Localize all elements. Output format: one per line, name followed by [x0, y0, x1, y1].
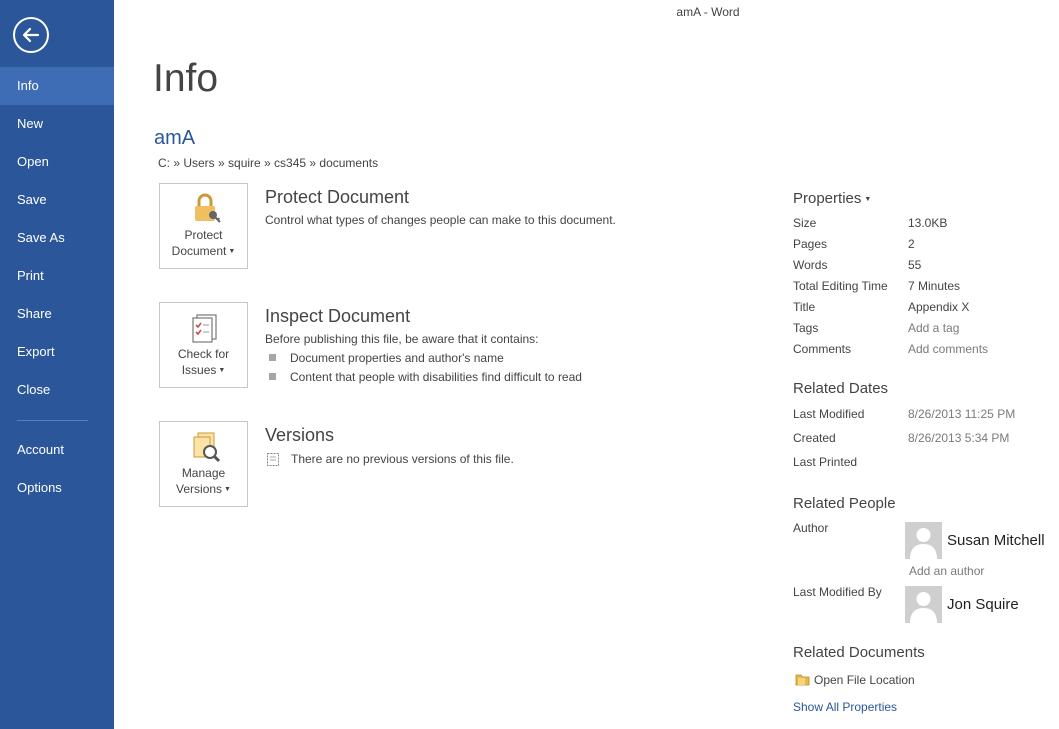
inspect-item: Content that people with disabilities find difficult to read — [290, 370, 582, 384]
nav-open[interactable]: Open — [17, 154, 49, 169]
size-label: Size — [793, 216, 817, 230]
pages-value: 2 — [908, 237, 915, 251]
dropdown-caret-icon: ▼ — [224, 485, 231, 493]
author-label: Author — [793, 521, 829, 535]
nav-save-as[interactable]: Save As — [17, 230, 65, 245]
created-label: Created — [793, 431, 836, 445]
page-title: Info — [153, 57, 219, 100]
comments-label: Comments — [793, 342, 852, 356]
bullet-icon — [269, 354, 276, 361]
window-title: amA - Word — [676, 5, 740, 19]
nav-info[interactable]: Info — [0, 67, 114, 105]
protect-document-desc: Control what types of changes people can make to this document. — [265, 213, 616, 227]
versions-desc: There are no previous versions of this file. — [291, 452, 514, 466]
dropdown-caret-icon: ▼ — [228, 247, 236, 255]
bullet-icon — [269, 373, 276, 380]
check-for-issues-label: Check for Issues ▼ — [177, 347, 230, 377]
document-path: C: » Users » squire » cs345 » documents — [158, 156, 379, 170]
back-arrow-icon — [21, 25, 41, 45]
modified-by-name[interactable]: Jon Squire — [947, 596, 1019, 613]
inspect-item: Document properties and author's name — [290, 351, 504, 365]
show-all-properties-link[interactable]: Show All Properties — [793, 700, 898, 714]
related-documents-header: Related Documents — [793, 644, 925, 661]
modified-by-avatar[interactable] — [905, 586, 942, 623]
open-file-location-link[interactable]: Open File Location — [795, 672, 925, 690]
document-name: amA — [154, 127, 196, 149]
nav-export[interactable]: Export — [17, 344, 55, 359]
document-version-icon — [266, 452, 281, 467]
dropdown-caret-icon: ▼ — [864, 195, 872, 203]
nav-share[interactable]: Share — [17, 306, 52, 321]
nav-options[interactable]: Options — [17, 480, 62, 495]
words-value: 55 — [908, 258, 922, 272]
folder-icon — [795, 672, 810, 687]
size-value: 13.0KB — [908, 216, 948, 230]
title-field[interactable]: Appendix X — [908, 300, 970, 314]
lock-key-icon — [188, 192, 222, 226]
related-dates-header: Related Dates — [793, 380, 889, 397]
author-name[interactable]: Susan Mitchell — [947, 532, 1045, 549]
tags-label: Tags — [793, 321, 819, 335]
nav-print[interactable]: Print — [17, 268, 44, 283]
words-label: Words — [793, 258, 828, 272]
dropdown-caret-icon: ▼ — [218, 366, 226, 374]
editing-time-value: 7 Minutes — [908, 279, 961, 293]
last-modified-by-label: Last Modified By — [793, 585, 882, 599]
inspect-document-title: Inspect Document — [265, 306, 411, 326]
pages-label: Pages — [793, 237, 828, 251]
inspect-document-desc: Before publishing this file, be aware that it contains: — [265, 332, 539, 346]
manage-versions-button[interactable] — [159, 421, 248, 507]
author-avatar[interactable] — [905, 522, 942, 559]
last-printed-label: Last Printed — [793, 455, 858, 469]
properties-header[interactable]: Properties ▼ — [793, 190, 872, 207]
protect-document-title: Protect Document — [265, 187, 410, 207]
inspect-checklist-icon — [188, 311, 222, 345]
nav-save[interactable]: Save — [17, 192, 47, 207]
add-author-field[interactable]: Add an author — [909, 564, 985, 578]
person-silhouette-icon — [905, 522, 942, 559]
last-modified-label: Last Modified — [793, 407, 865, 421]
nav-account[interactable]: Account — [17, 442, 64, 457]
person-silhouette-icon — [905, 586, 942, 623]
nav-divider — [17, 420, 88, 421]
versions-title: Versions — [265, 425, 335, 445]
protect-document-button[interactable] — [159, 183, 248, 269]
tags-field[interactable]: Add a tag — [908, 321, 960, 335]
nav-new[interactable]: New — [17, 116, 44, 131]
check-for-issues-button[interactable] — [159, 302, 248, 388]
created-value: 8/26/2013 5:34 PM — [908, 431, 1010, 445]
protect-document-label: Protect Document ▼ — [171, 228, 236, 258]
versions-search-icon — [188, 430, 222, 464]
comments-field[interactable]: Add comments — [908, 342, 989, 356]
nav-close[interactable]: Close — [17, 382, 51, 397]
manage-versions-label: Manage Versions ▼ — [176, 466, 231, 496]
title-label: Title — [793, 300, 816, 314]
editing-time-label: Total Editing Time — [793, 279, 888, 293]
backstage-sidebar — [0, 0, 114, 729]
back-button[interactable] — [13, 17, 49, 53]
related-people-header: Related People — [793, 495, 896, 512]
last-modified-value: 8/26/2013 11:25 PM — [908, 407, 1016, 421]
